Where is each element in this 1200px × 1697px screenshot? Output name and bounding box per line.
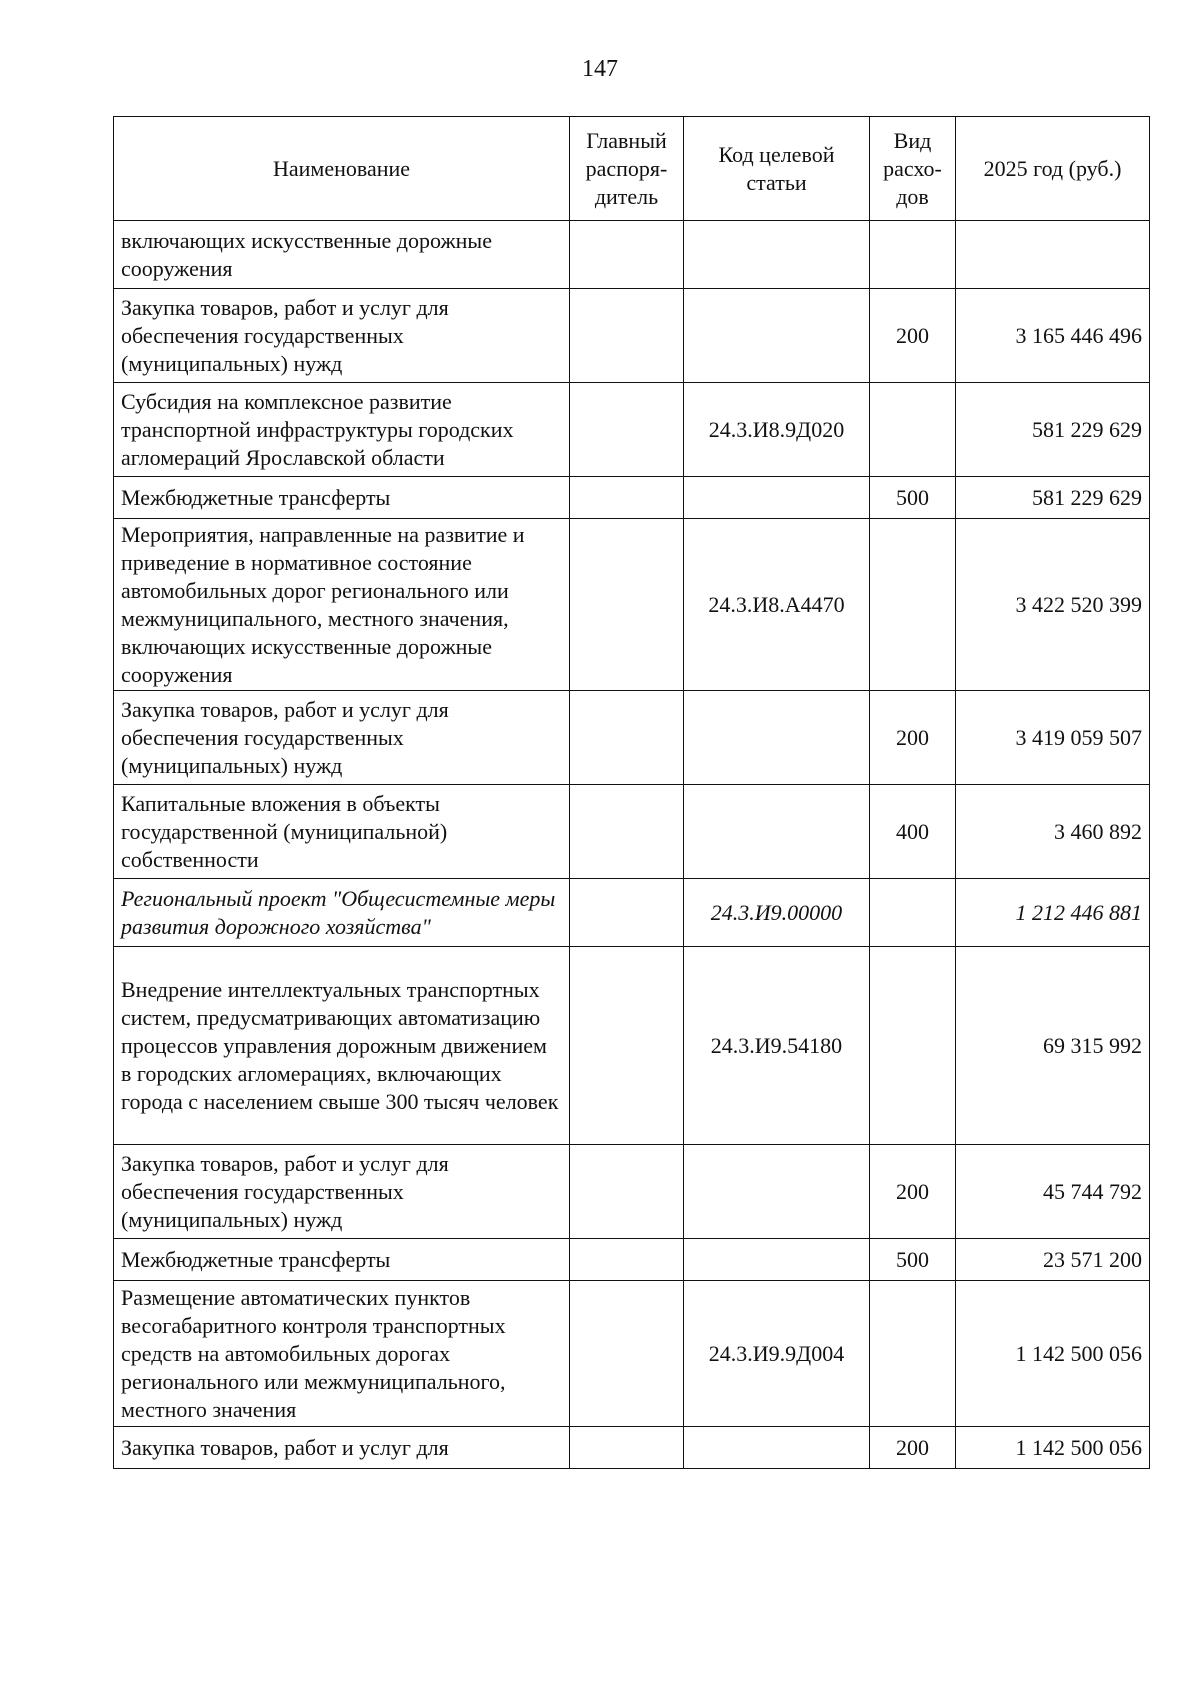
cell-target-code bbox=[684, 221, 870, 289]
cell-target-code: 24.3.И9.00000 bbox=[684, 879, 870, 947]
cell-amount bbox=[956, 221, 1150, 289]
cell-target-code bbox=[684, 1427, 870, 1469]
cell-expense-type bbox=[870, 519, 956, 691]
cell-amount: 45 744 792 bbox=[956, 1145, 1150, 1239]
cell-name: Мероприятия, направленные на развитие и приведение в нормативное состояние автомобильных дорог регионального или межмуниципального, местного значения, включающих искусственные дорожные сооружения bbox=[114, 519, 570, 691]
table-header-row bbox=[114, 117, 1150, 221]
cell-expense-type bbox=[870, 221, 956, 289]
cell-name: Закупка товаров, работ и услуг для обеспечения государственных (муниципальных) нужд bbox=[114, 1145, 570, 1239]
cell-amount: 3 419 059 507 bbox=[956, 691, 1150, 785]
cell-name: Размещение автоматических пунктов весогабаритного контроля транспортных средств на автомобильных дорогах регионального или межмуниципального, местного значения bbox=[114, 1281, 570, 1427]
cell-amount: 69 315 992 bbox=[956, 947, 1150, 1145]
cell-expense-type bbox=[870, 947, 956, 1145]
cell-expense-type: 500 bbox=[870, 477, 956, 519]
cell-target-code bbox=[684, 1145, 870, 1239]
cell-expense-type: 200 bbox=[870, 1145, 956, 1239]
cell-name: Межбюджетные трансферты bbox=[114, 1239, 570, 1281]
table-row bbox=[114, 691, 1150, 785]
header-name: Наименование bbox=[114, 117, 570, 221]
cell-target-code bbox=[684, 1239, 870, 1281]
table-row bbox=[114, 879, 1150, 947]
cell-expense-type bbox=[870, 879, 956, 947]
budget-table bbox=[113, 116, 1150, 1469]
cell-target-code: 24.3.И9.54180 bbox=[684, 947, 870, 1145]
table-row bbox=[114, 1427, 1150, 1469]
cell-amount: 581 229 629 bbox=[956, 383, 1150, 477]
cell-name: Региональный проект "Общесистемные меры развития дорожного хозяйства" bbox=[114, 879, 570, 947]
table-row bbox=[114, 519, 1150, 691]
cell-manager bbox=[570, 1145, 684, 1239]
cell-expense-type: 200 bbox=[870, 1427, 956, 1469]
table-row bbox=[114, 1239, 1150, 1281]
cell-expense-type bbox=[870, 383, 956, 477]
cell-target-code: 24.3.И8.9Д020 bbox=[684, 383, 870, 477]
cell-manager bbox=[570, 1427, 684, 1469]
cell-name: Закупка товаров, работ и услуг для bbox=[114, 1427, 570, 1469]
table-row bbox=[114, 785, 1150, 879]
table-body bbox=[114, 221, 1150, 1469]
table-row bbox=[114, 383, 1150, 477]
cell-target-code bbox=[684, 691, 870, 785]
header-manager: Главный распоря-дитель bbox=[570, 117, 684, 221]
cell-name: Закупка товаров, работ и услуг для обеспечения государственных (муниципальных) нужд bbox=[114, 691, 570, 785]
table-row bbox=[114, 947, 1150, 1145]
cell-amount: 3 460 892 bbox=[956, 785, 1150, 879]
table-row bbox=[114, 1281, 1150, 1427]
cell-target-code bbox=[684, 289, 870, 383]
cell-manager bbox=[570, 1239, 684, 1281]
cell-manager bbox=[570, 947, 684, 1145]
cell-name: Межбюджетные трансферты bbox=[114, 477, 570, 519]
cell-name: Капитальные вложения в объекты государственной (муниципальной) собственности bbox=[114, 785, 570, 879]
cell-target-code: 24.3.И9.9Д004 bbox=[684, 1281, 870, 1427]
cell-amount: 3 422 520 399 bbox=[956, 519, 1150, 691]
cell-expense-type: 500 bbox=[870, 1239, 956, 1281]
table-row bbox=[114, 289, 1150, 383]
header-amount: 2025 год (руб.) bbox=[956, 117, 1150, 221]
table-row bbox=[114, 477, 1150, 519]
cell-amount: 1 212 446 881 bbox=[956, 879, 1150, 947]
cell-expense-type bbox=[870, 1281, 956, 1427]
page-number: 147 bbox=[582, 56, 618, 82]
cell-amount: 3 165 446 496 bbox=[956, 289, 1150, 383]
cell-expense-type: 400 bbox=[870, 785, 956, 879]
cell-name: Внедрение интеллектуальных транспортных систем, предусматривающих автоматизацию процессов управления дорожным движением в городских агломерациях, включающих города с населением свыше 300 тысяч человек bbox=[114, 947, 570, 1145]
cell-manager bbox=[570, 879, 684, 947]
cell-name: включающих искусственные дорожные сооружения bbox=[114, 221, 570, 289]
header-target-code: Код целевой статьи bbox=[684, 117, 870, 221]
cell-name: Закупка товаров, работ и услуг для обеспечения государственных (муниципальных) нужд bbox=[114, 289, 570, 383]
cell-expense-type: 200 bbox=[870, 289, 956, 383]
cell-manager bbox=[570, 691, 684, 785]
table-row bbox=[114, 1145, 1150, 1239]
cell-manager bbox=[570, 785, 684, 879]
cell-manager bbox=[570, 221, 684, 289]
cell-manager bbox=[570, 383, 684, 477]
cell-manager bbox=[570, 289, 684, 383]
cell-manager bbox=[570, 477, 684, 519]
cell-target-code bbox=[684, 785, 870, 879]
cell-target-code: 24.3.И8.А4470 bbox=[684, 519, 870, 691]
cell-manager bbox=[570, 1281, 684, 1427]
table-row bbox=[114, 221, 1150, 289]
cell-amount: 23 571 200 bbox=[956, 1239, 1150, 1281]
cell-target-code bbox=[684, 477, 870, 519]
cell-amount: 1 142 500 056 bbox=[956, 1427, 1150, 1469]
cell-name: Субсидия на комплексное развитие транспортной инфраструктуры городских агломераций Ярославской области bbox=[114, 383, 570, 477]
cell-amount: 1 142 500 056 bbox=[956, 1281, 1150, 1427]
cell-expense-type: 200 bbox=[870, 691, 956, 785]
cell-amount: 581 229 629 bbox=[956, 477, 1150, 519]
cell-manager bbox=[570, 519, 684, 691]
header-expense-type: Вид расхо-дов bbox=[870, 117, 956, 221]
